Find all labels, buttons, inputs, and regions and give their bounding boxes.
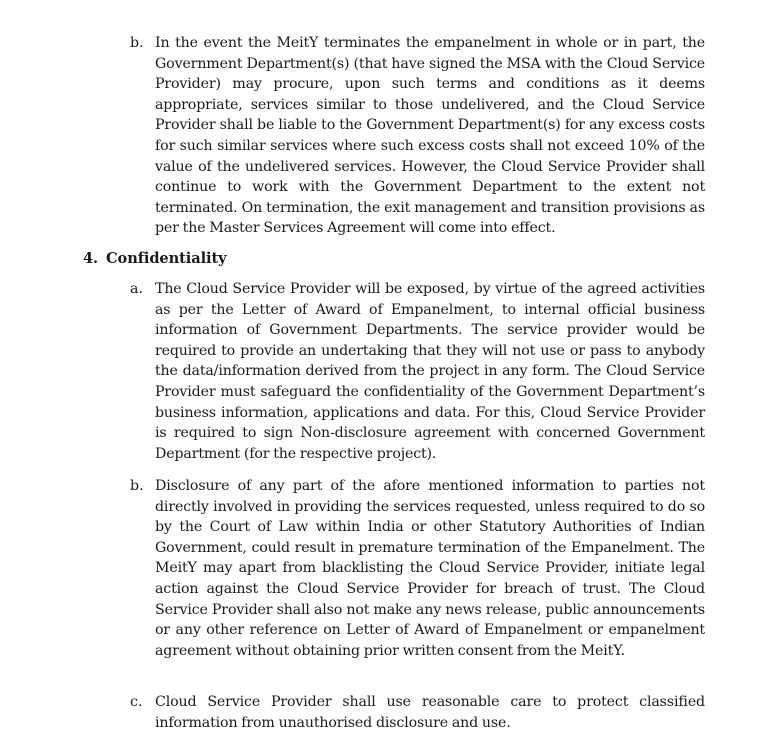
list-marker: c. — [130, 694, 143, 710]
section-title: Confidentiality — [106, 250, 227, 267]
clause-text: Disclosure of any part of the afore mentioned information to parties not directly involved in providing the services requested, unless required to do so by the Court of Law within India or other Statutory Authorities of Indian Government, could result in premature termination of the Empanelment. The MeitY may apart from blacklisting the Cloud Service Provider, initiate legal action against the Cloud Service Provider for breach of trust. The Cloud Service Provider shall also not make any news release, public announcements or any other reference on Letter of Award of Empanelment or empanelment agreement without obtaining prior written consent from the MeitY. — [155, 478, 705, 659]
clause-confidentiality-a — [130, 279, 705, 464]
clause-text: Cloud Service Provider shall use reasonable care to protect classified information from unauthorised disclosure and use. — [155, 694, 705, 731]
list-marker: b. — [130, 478, 144, 494]
section-heading — [83, 249, 226, 269]
clause-confidentiality-b — [130, 476, 705, 661]
clause-confidentiality-c — [130, 692, 705, 733]
clause-text: In the event the MeitY terminates the empanelment in whole or in part, the Government Department(s) (that have signed the MSA with the Cloud Service Provider) may procure, upon such terms and conditions as it deems appropriate, services similar to those undelivered, and the Cloud Service Provider shall be liable to the Government Department(s) for any excess costs for such similar services where such excess costs shall not exceed 10% of the value of the undelivered services. However, the Cloud Service Provider shall continue to work with the Government Department to the extent not terminated. On termination, the exit management and transition provisions as per the Master Services Agreement will come into effect. — [155, 35, 705, 237]
section-number: 4. — [83, 250, 99, 267]
list-marker: b. — [130, 35, 144, 51]
list-marker: a. — [130, 281, 143, 297]
clause-text: The Cloud Service Provider will be exposed, by virtue of the agreed activities as per the Letter of Award of Empanelment, to internal official business information of Government Departments. The service provider would be required to provide an undertaking that they will not use or pass to anybody the data/information derived from the project in any form. The Cloud Service Provider must safeguard the confidentiality of the Government Department’s business information, applications and data. For this, Cloud Service Provider is required to sign Non-disclosure agreement with concerned Government Department (for the respective project). — [155, 281, 705, 462]
clause-termination-b — [130, 33, 705, 239]
